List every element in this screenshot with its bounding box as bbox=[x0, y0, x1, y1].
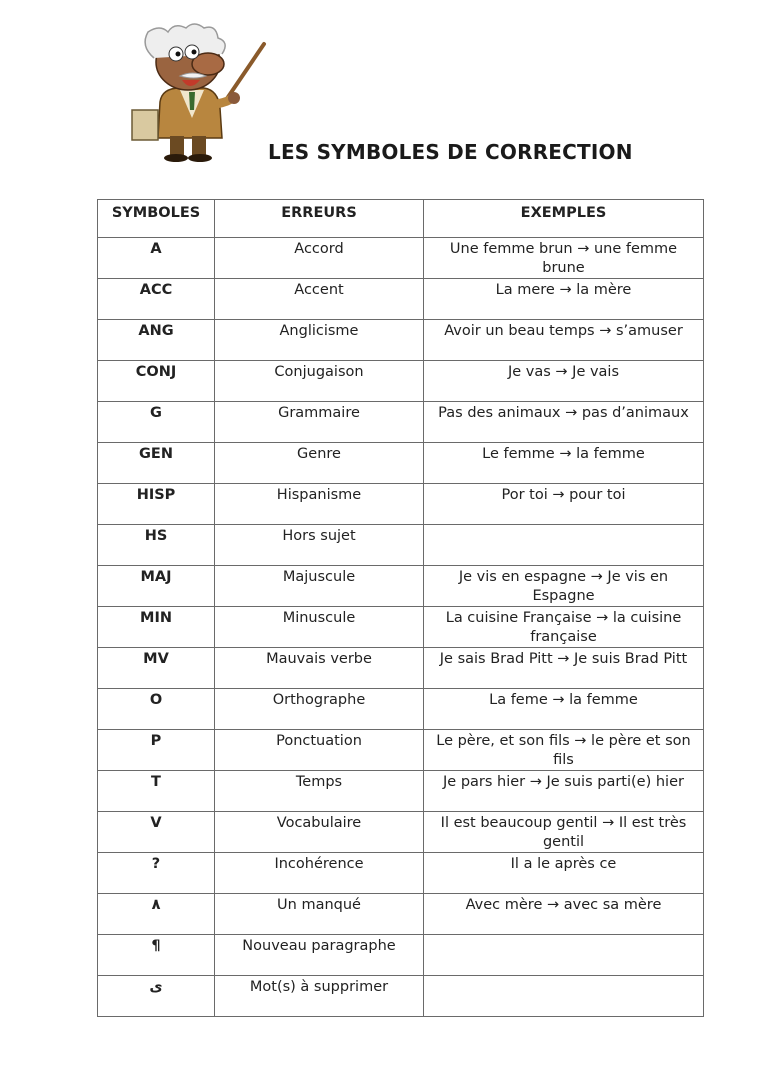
example-cell: La feme → la femme bbox=[424, 689, 704, 730]
symbol-cell: O bbox=[98, 689, 215, 730]
table-row bbox=[98, 361, 704, 402]
error-cell: Minuscule bbox=[215, 607, 424, 648]
symbol-cell: ¶ bbox=[98, 935, 215, 976]
symbol-cell: HS bbox=[98, 525, 215, 566]
symbol-cell: V bbox=[98, 812, 215, 853]
error-cell: Vocabulaire bbox=[215, 812, 424, 853]
example-cell: Avec mère → avec sa mère bbox=[424, 894, 704, 935]
example-cell: La mere → la mère bbox=[424, 279, 704, 320]
correction-symbols-table bbox=[97, 199, 704, 1017]
symbol-cell: ANG bbox=[98, 320, 215, 361]
example-cell: Por toi → pour toi bbox=[424, 484, 704, 525]
table-row bbox=[98, 484, 704, 525]
error-cell: Grammaire bbox=[215, 402, 424, 443]
column-header-symboles: SYMBOLES bbox=[98, 200, 215, 238]
symbol-cell: GEN bbox=[98, 443, 215, 484]
table-row bbox=[98, 279, 704, 320]
error-cell: Incohérence bbox=[215, 853, 424, 894]
table-row bbox=[98, 525, 704, 566]
error-cell: Genre bbox=[215, 443, 424, 484]
error-cell: Nouveau paragraphe bbox=[215, 935, 424, 976]
symbol-cell: MV bbox=[98, 648, 215, 689]
error-cell: Un manqué bbox=[215, 894, 424, 935]
example-cell: La cuisine Française → la cuisine française bbox=[424, 607, 704, 648]
error-cell: Accord bbox=[215, 238, 424, 279]
page-title: LES SYMBOLES DE CORRECTION bbox=[268, 140, 633, 164]
example-cell: Je pars hier → Je suis parti(e) hier bbox=[424, 771, 704, 812]
symbol-cell: A bbox=[98, 238, 215, 279]
table-row bbox=[98, 648, 704, 689]
professor-with-pointer-icon bbox=[118, 18, 270, 164]
table-row bbox=[98, 771, 704, 812]
symbol-cell: MIN bbox=[98, 607, 215, 648]
error-cell: Temps bbox=[215, 771, 424, 812]
table-row bbox=[98, 607, 704, 648]
table-row bbox=[98, 566, 704, 607]
table-row bbox=[98, 812, 704, 853]
error-cell: Anglicisme bbox=[215, 320, 424, 361]
table-row bbox=[98, 402, 704, 443]
table-row bbox=[98, 689, 704, 730]
symbol-cell: ی bbox=[98, 976, 215, 1017]
table-row bbox=[98, 730, 704, 771]
table-row bbox=[98, 935, 704, 976]
symbol-cell: HISP bbox=[98, 484, 215, 525]
example-cell: Il a le après ce bbox=[424, 853, 704, 894]
symbol-cell: ٨ bbox=[98, 894, 215, 935]
symbol-cell: G bbox=[98, 402, 215, 443]
symbol-cell: P bbox=[98, 730, 215, 771]
column-header-exemples: EXEMPLES bbox=[424, 200, 704, 238]
symbol-cell: ACC bbox=[98, 279, 215, 320]
symbol-cell: CONJ bbox=[98, 361, 215, 402]
example-cell: Je vas → Je vais bbox=[424, 361, 704, 402]
symbol-cell: MAJ bbox=[98, 566, 215, 607]
example-cell bbox=[424, 935, 704, 976]
error-cell: Mot(s) à supprimer bbox=[215, 976, 424, 1017]
error-cell: Ponctuation bbox=[215, 730, 424, 771]
error-cell: Conjugaison bbox=[215, 361, 424, 402]
example-cell: Une femme brun → une femme brune bbox=[424, 238, 704, 279]
table-row bbox=[98, 894, 704, 935]
example-cell: Il est beaucoup gentil → Il est très gentil bbox=[424, 812, 704, 853]
example-cell bbox=[424, 525, 704, 566]
table-row bbox=[98, 853, 704, 894]
table-row bbox=[98, 238, 704, 279]
example-cell: Le femme → la femme bbox=[424, 443, 704, 484]
error-cell: Hors sujet bbox=[215, 525, 424, 566]
column-header-erreurs: ERREURS bbox=[215, 200, 424, 238]
error-cell: Mauvais verbe bbox=[215, 648, 424, 689]
symbol-cell: T bbox=[98, 771, 215, 812]
table-row bbox=[98, 976, 704, 1017]
table-row bbox=[98, 320, 704, 361]
example-cell: Le père, et son fils → le père et son fils bbox=[424, 730, 704, 771]
table-row bbox=[98, 443, 704, 484]
example-cell: Avoir un beau temps → s’amuser bbox=[424, 320, 704, 361]
example-cell: Pas des animaux → pas d’animaux bbox=[424, 402, 704, 443]
example-cell: Je sais Brad Pitt → Je suis Brad Pitt bbox=[424, 648, 704, 689]
example-cell: Je vis en espagne → Je vis en Espagne bbox=[424, 566, 704, 607]
table-header-row bbox=[98, 200, 704, 238]
error-cell: Majuscule bbox=[215, 566, 424, 607]
error-cell: Hispanisme bbox=[215, 484, 424, 525]
symbol-cell: ? bbox=[98, 853, 215, 894]
error-cell: Accent bbox=[215, 279, 424, 320]
example-cell bbox=[424, 976, 704, 1017]
error-cell: Orthographe bbox=[215, 689, 424, 730]
